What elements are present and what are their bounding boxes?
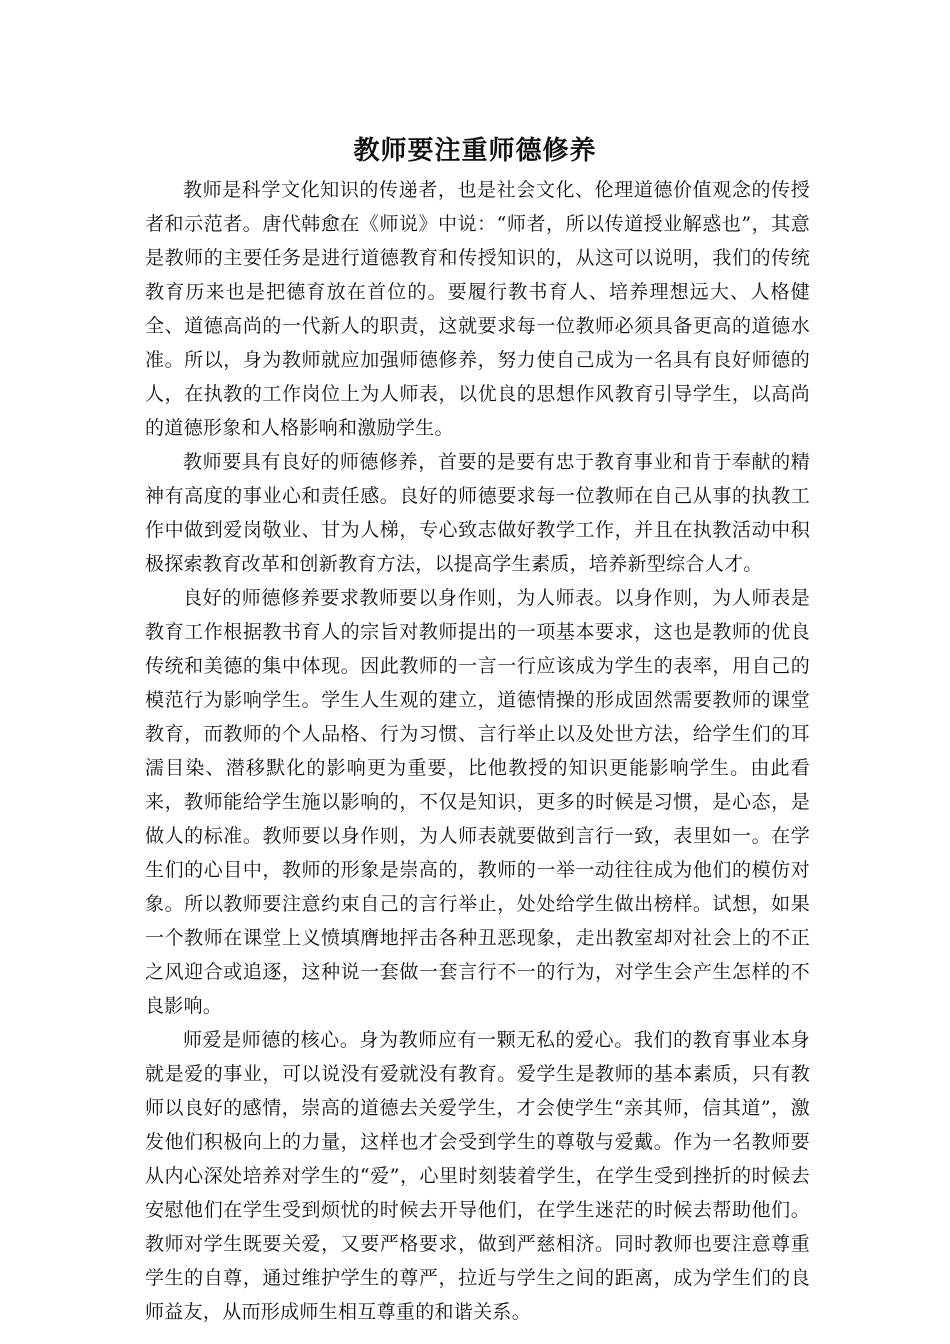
document-title: 教师要注重师德修养 xyxy=(353,136,597,166)
document-body xyxy=(145,173,810,1329)
paragraph-1: 教师是科学文化知识的传递者，也是社会文化、伦理道德价值观念的传授者和示范者。唐代韩愈在《师说》中说：“师者，所以传道授业解惑也”，其意是教师的主要任务是进行道德教育和传授知识的，从这可以说明，我们的传统教育历来也是把德育放在首位的。要履行教书育人、培养理想远大、人格健全、道德高尚的一代新人的职责，这就要求每一位教师必须具备更高的道德水准。所以，身为教师就应加强师德修养，努力使自己成为一名具有良好师德的人，在执教的工作岗位上为人师表，以优良的思想作风教育引导学生，以高尚的道德形象和人格影响和激励学生。 xyxy=(145,179,810,439)
paragraph-2: 教师要具有良好的师德修养，首要的是要有忠于教育事业和肯于奉献的精神有高度的事业心和责任感。良好的师德要求每一位教师在自己从事的执教工作中做到爱岗敬业、甘为人梯，专心致志做好教学工作，并且在执教活动中积极探索教育改革和创新教育方法，以提高学生素质，培养新型综合人才。 xyxy=(145,451,810,575)
paragraph-3: 良好的师德修养要求教师要以身作则，为人师表。以身作则，为人师表是教育工作根据教书育人的宗旨对教师提出的一项基本要求，这也是教师的优良传统和美德的集中体现。因此教师的一言一行应该成为学生的表率，用自己的模范行为影响学生。学生人生观的建立，道德情操的形成固然需要教师的课堂教育，而教师的个人品格、行为习惯、言行举止以及处世方法，给学生们的耳濡目染、潜移默化的影响更为重要，比他教授的知识更能影响学生。由此看来，教师能给学生施以影响的，不仅是知识，更多的时候是习惯，是心态，是做人的标准。教师要以身作则，为人师表就要做到言行一致，表里如一。在学生们的心目中，教师的形象是崇高的，教师的一举一动往往成为他们的模仿对象。所以教师要注意约束自己的言行举止，处处给学生做出榜样。试想，如果一个教师在课堂上义愤填膺地抨击各种丑恶现象，走出教室却对社会上的不正之风迎合或追逐，这种说一套做一套言行不一的行为，对学生会产生怎样的不良影响。 xyxy=(145,587,810,1017)
paragraph-4: 师爱是师德的核心。身为教师应有一颗无私的爱心。我们的教育事业本身就是爱的事业，可以说没有爱就没有教育。爱学生是教师的基本素质，只有教师以良好的感情，崇高的道德去关爱学生，才会使学生“亲其师，信其道”，激发他们积极向上的力量，这样也才会受到学生的尊敬与爱戴。作为一名教师要从内心深处培养对学生的“爱”，心里时刻装着学生，在学生受到挫折的时候去安慰他们在学生受到烦忧的时候去开导他们，在学生迷茫的时候去帮助他们。教师对学生既要关爱，又要严格要求，做到严慈相济。同时教师也要注意尊重学生的自尊，通过维护学生的尊严，拉近与学生之间的距离，成为学生们的良师益友，从而形成师生相互尊重的和谐关系。 xyxy=(145,1029,810,1323)
